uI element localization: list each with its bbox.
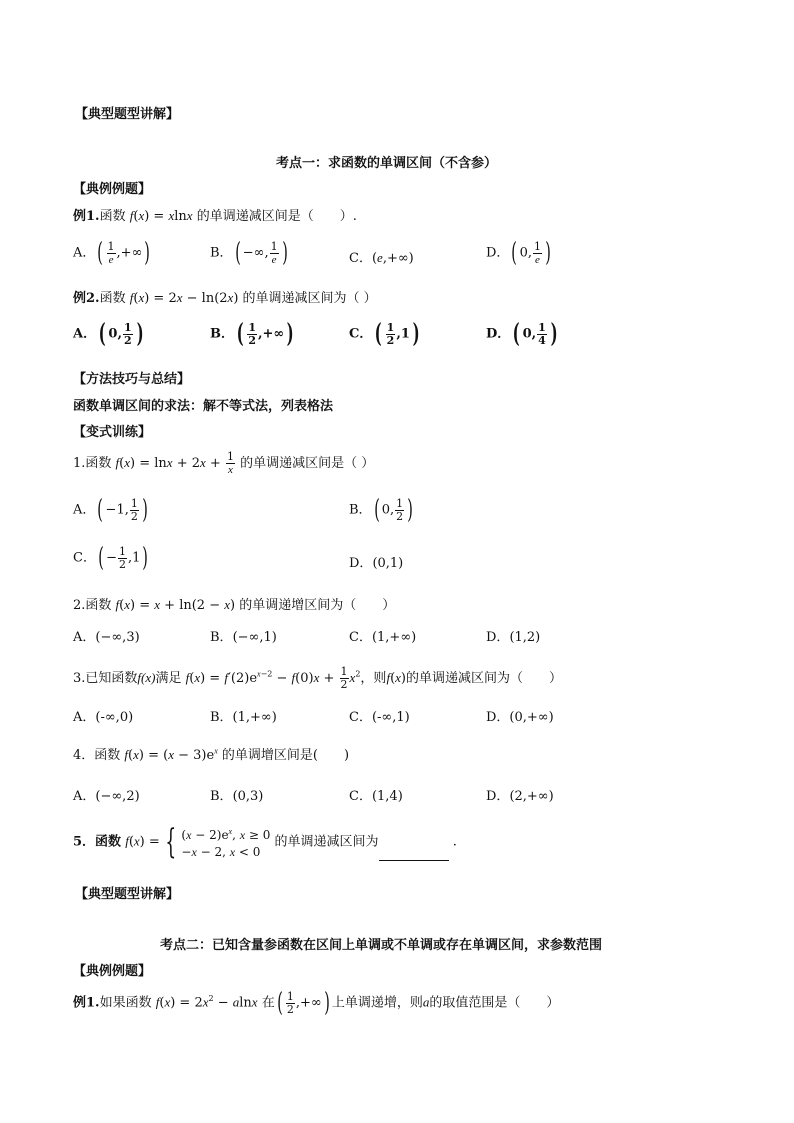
section-header-2: 【典型题型讲解】 <box>75 887 180 902</box>
question-3: 3.已知函数f(x)满足 $f(x) = f'(2)e^{x-2} - f(0)x$ + $\frac{1}{2}$ $x^2$，则f(x)的单调递减区间为（ ） <box>73 665 563 691</box>
example-3-question: 例1.如果函数 $f(x) = 2x^2 - alnx$ 在( $\frac{1}{2}$ ,+∞) 上单调递增，则a的取值范围是（ ） <box>73 988 560 1018</box>
option-d: D．( 0, $\frac{1}{e}$ ) <box>486 238 551 268</box>
practice-header: 【变式训练】 <box>73 425 152 440</box>
option-d: D．(2,+∞) <box>486 789 554 804</box>
option-b: B．(0,3) <box>210 789 264 804</box>
option-d: D． ( 0, $\frac{1}{4}$ ) <box>486 319 558 349</box>
option-a: A．(-∞,0) <box>73 710 134 725</box>
option-d: D．(1,2) <box>486 630 541 645</box>
example-2-question: 例2.函数 f(x) = 2x − ln(2x) 的单调递减区间为（ ） <box>73 290 377 306</box>
option-d: D．(0,+∞) <box>486 710 554 725</box>
option-b: B．(−∞,1) <box>210 630 277 645</box>
option-c: C．(1,+∞) <box>349 630 417 645</box>
examples-header-2: 【典例例题】 <box>73 964 152 979</box>
option-c: C． ( $\frac{1}{2}$ ,1 ) <box>349 319 420 349</box>
option-a: A．(−∞,2) <box>73 789 140 804</box>
question-4: 4．函数 $f(x) = (x - 3)e^x$ 的单调增区间是( ) <box>73 746 350 763</box>
question-5: 5．函数 f(x) = { $(x - 2)e^x$, x ≥ 0 −x − 2, x < 0 的单调递减区间为 . <box>73 822 457 862</box>
question-2: 2.函数 f(x) = x + ln(2 − x) 的单调递增区间为（ ） <box>73 597 396 613</box>
option-c: C．(-∞,1) <box>349 710 410 725</box>
option-c: C．(1,4) <box>349 789 403 804</box>
question-1: 1.函数 f(x) = lnx + 2x + $\frac{1}{x}$ 的单调递减区间是（ ） <box>73 450 375 476</box>
method-text: 函数单调区间的求法：解不等式法，列表格法 <box>73 399 334 414</box>
option-b: B．(1,+∞) <box>210 710 277 725</box>
option-a: A．( $\frac{1}{e}$ ,+∞) <box>73 238 151 268</box>
option-c: C．(e,+∞) <box>349 250 414 266</box>
option-b: B． ( $\frac{1}{2}$ ,+∞ ) <box>210 319 294 349</box>
topic1-title: 考点一：求函数的单调区间（不含参） <box>276 156 498 171</box>
option-a: A． ( 0, $\frac{1}{2}$ ) <box>73 319 144 349</box>
option-a: A．( −1, $\frac{1}{2}$ ) <box>73 495 148 525</box>
option-b: B．( 0, $\frac{1}{2}$ ) <box>349 495 413 525</box>
answer-blank <box>379 848 449 861</box>
topic2-title: 考点二：已知含量参函数在区间上单调或不单调或存在单调区间，求参数范围 <box>160 938 603 953</box>
option-c: C．( − $\frac{1}{2}$ ,1) <box>73 543 149 573</box>
examples-header-1: 【典例例题】 <box>73 182 152 197</box>
section-header-1: 【典型题型讲解】 <box>75 107 180 122</box>
option-d: D．(0,1) <box>349 556 404 571</box>
option-b: B．( −∞, $\frac{1}{e}$ ) <box>210 238 288 268</box>
option-a: A．(−∞,3) <box>73 630 140 645</box>
method-header: 【方法技巧与总结】 <box>73 372 191 387</box>
example-1-question: 例1.函数 f(x) = xlnx 的单调递减区间是（ ）. <box>73 208 357 224</box>
